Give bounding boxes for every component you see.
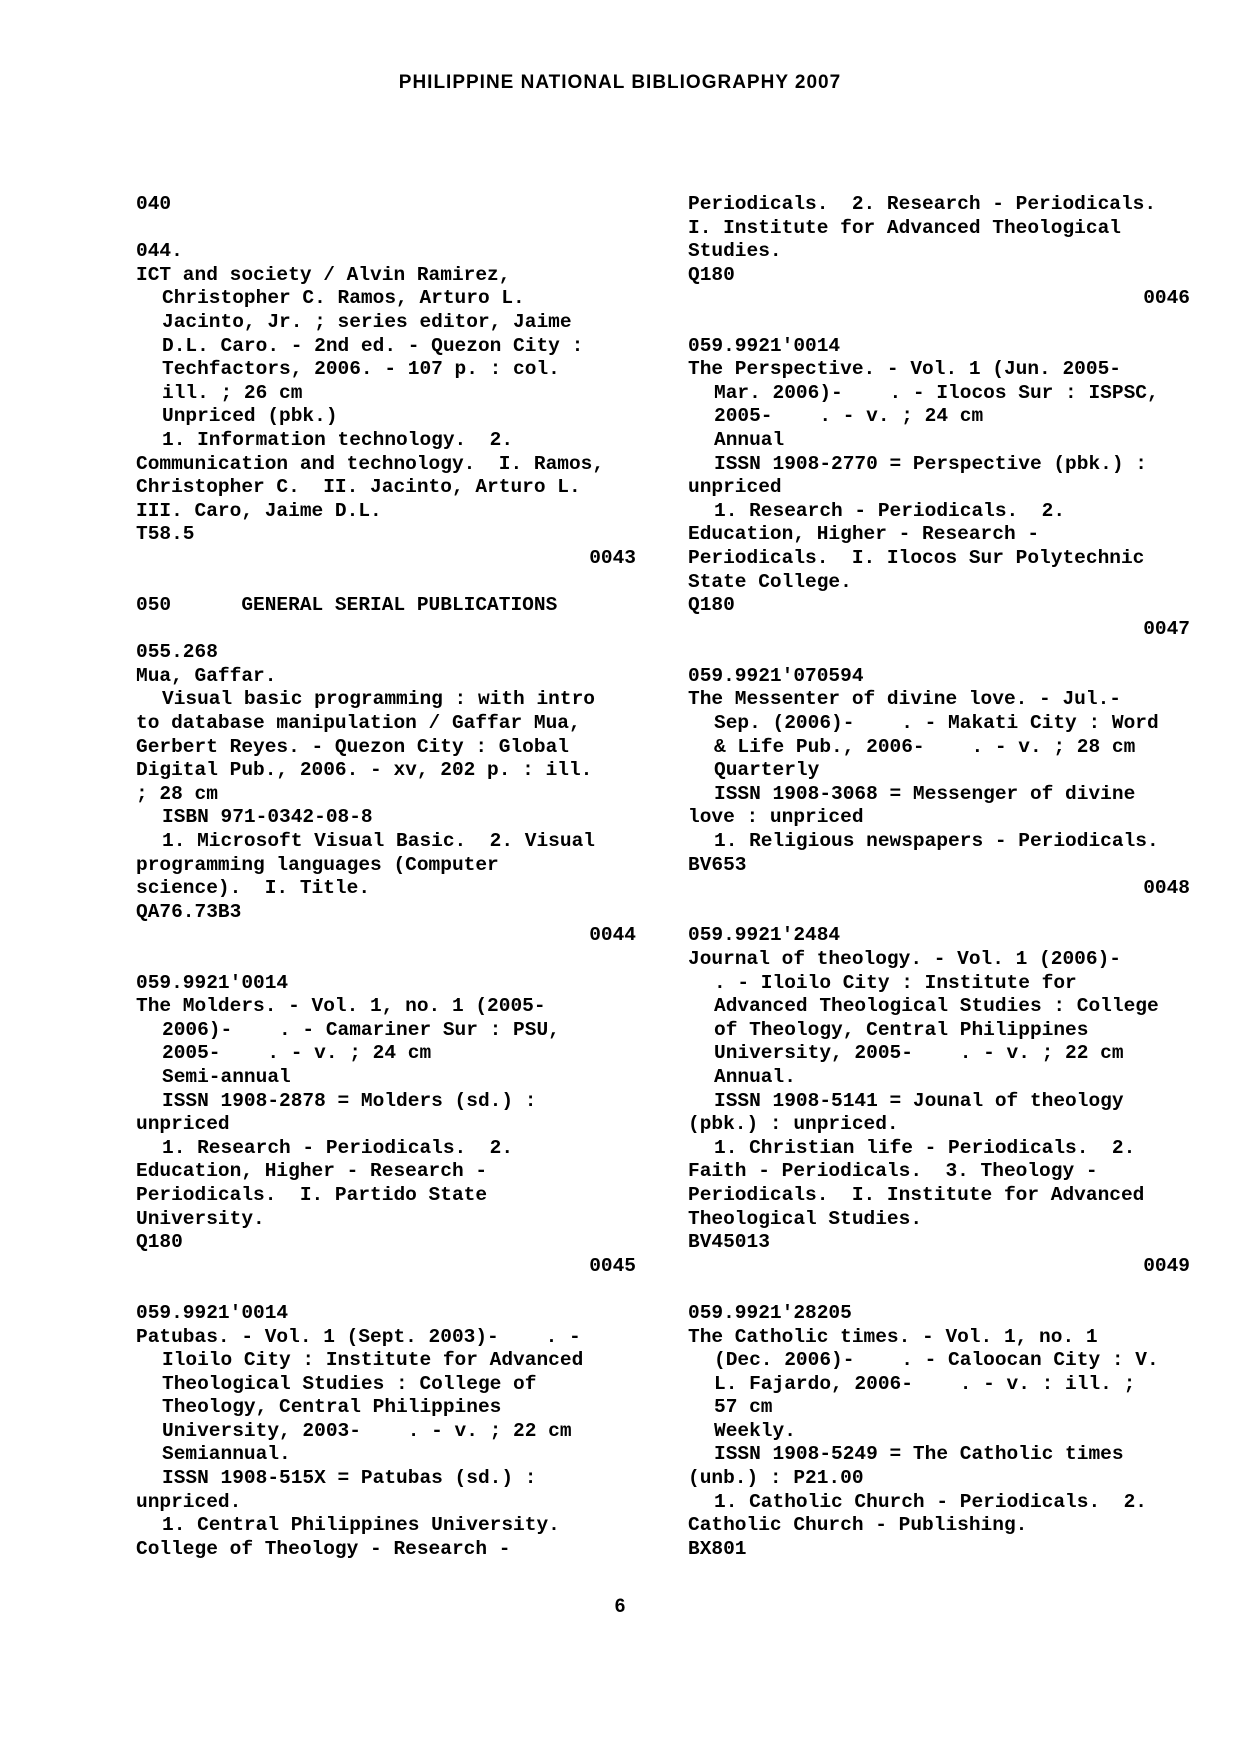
entry-line: Q180: [688, 263, 735, 286]
entry-line: 1. Religious newspapers - Periodicals.: [714, 830, 1159, 853]
blank-line: [688, 641, 1190, 665]
entry-line: Theology, Central Philippines: [162, 1396, 502, 1419]
entry-line: Theological Studies.: [688, 1207, 923, 1230]
entry-line: Patubas. - Vol. 1 (Sept. 2003)- . -: [136, 1325, 581, 1348]
entry-line: The Perspective. - Vol. 1 (Jun. 2005-: [688, 358, 1121, 381]
entry-line: Unpriced (pbk.): [162, 405, 338, 428]
entry-line: (unb.) : P21.00: [688, 1467, 864, 1490]
entry-line: University, 2003- . - v. ; 22 cm: [162, 1419, 572, 1442]
entry-line: Education, Higher - Research -: [136, 1160, 488, 1183]
entry-line: Theological Studies : College of: [162, 1372, 537, 1395]
entry-line: BV45013: [688, 1231, 770, 1254]
blank-line: [136, 1278, 636, 1302]
blank-line: [688, 901, 1190, 925]
entry-line: III. Caro, Jaime D.L.: [136, 499, 382, 522]
blank-line: [688, 1278, 1190, 1302]
entry-line: ISSN 1908-5249 = The Catholic times: [714, 1443, 1124, 1466]
entry-number: 0047: [1143, 617, 1190, 640]
entry-line: State College.: [688, 570, 852, 593]
entry-line: Periodicals. I. Ilocos Sur Polytechnic: [688, 546, 1145, 569]
entry-line: (Dec. 2006)- . - Caloocan City : V.: [714, 1349, 1159, 1372]
entry-line: Mua, Gaffar.: [136, 664, 277, 687]
entry-line: 57 cm: [714, 1396, 773, 1419]
entry-line: unpriced.: [136, 1490, 242, 1513]
entry-line: 1. Christian life - Periodicals. 2.: [714, 1136, 1136, 1159]
entry-line: Sep. (2006)- . - Makati City : Word: [714, 712, 1159, 735]
entry-number: 0043: [589, 546, 636, 569]
entry-line: love : unpriced: [688, 806, 864, 829]
entry-line: to database manipulation / Gaffar Mua,: [136, 712, 581, 735]
blank-line: [136, 618, 636, 642]
page-header: PHILIPPINE NATIONAL BIBLIOGRAPHY 2007: [398, 72, 842, 93]
entry-line: Quarterly: [714, 759, 820, 782]
entry-line: programming languages (Computer: [136, 853, 499, 876]
entry-line: ISSN 1908-2770 = Perspective (pbk.) :: [714, 452, 1147, 475]
entry-line: ISSN 1908-2878 = Molders (sd.) :: [162, 1089, 537, 1112]
entry-line: 055.268: [136, 641, 218, 664]
entry-line: 1. Catholic Church - Periodicals. 2.: [714, 1490, 1147, 1513]
entry-line: Jacinto, Jr. ; series editor, Jaime: [162, 310, 572, 333]
entry-line: Studies.: [688, 240, 782, 263]
entry-line: Q180: [136, 1231, 183, 1254]
entry-line: Visual basic programming : with intro: [162, 688, 595, 711]
entry-line: Catholic Church - Publishing.: [688, 1514, 1028, 1537]
entry-number: 0048: [1143, 877, 1190, 900]
entry-line: 2006)- . - Camariner Sur : PSU,: [162, 1018, 560, 1041]
entry-number: 0046: [1143, 287, 1190, 310]
entry-line: . - Iloilo City : Institute for: [714, 971, 1077, 994]
entry-line: Christopher C. Ramos, Arturo L.: [162, 287, 525, 310]
entry-line: QA76.73B3: [136, 900, 242, 923]
entry-line: 059.9921'0014: [688, 334, 841, 357]
entry-line: Annual.: [714, 1065, 796, 1088]
entry-line: ill. ; 26 cm: [162, 381, 303, 404]
entry-line: 040: [136, 193, 172, 215]
entry-line: Mar. 2006)- . - Ilocos Sur : ISPSC,: [714, 381, 1159, 404]
entry-line: The Messenter of divine love. - Jul.-: [688, 688, 1121, 711]
entry-line: Semiannual.: [162, 1443, 291, 1466]
entry-line: 059.9921'2484: [688, 924, 841, 947]
entry-line: Iloilo City : Institute for Advanced: [162, 1349, 584, 1372]
entry-line: ; 28 cm: [136, 782, 218, 805]
entry-line: 1. Central Philippines University.: [162, 1514, 560, 1537]
entry-line: (pbk.) : unpriced.: [688, 1113, 899, 1136]
entry-line: Gerbert Reyes. - Quezon City : Global: [136, 735, 569, 758]
entry-line: 2005- . - v. ; 24 cm: [162, 1042, 432, 1065]
entry-line: 059.9921'070594: [688, 664, 864, 687]
entry-line: D.L. Caro. - 2nd ed. - Quezon City :: [162, 334, 584, 357]
entry-line: I. Institute for Advanced Theological: [688, 216, 1121, 239]
entry-line: Periodicals. 2. Research - Periodicals.: [688, 193, 1157, 215]
page-number: 6: [614, 1596, 626, 1617]
entry-line: BX801: [688, 1537, 747, 1560]
entry-line: 059.9921'28205: [688, 1301, 852, 1324]
entry-line: ISSN 1908-515X = Patubas (sd.) :: [162, 1467, 537, 1490]
entry-line: ISSN 1908-3068 = Messenger of divine: [714, 782, 1136, 805]
blank-line: [136, 571, 636, 595]
entry-line: Weekly.: [714, 1419, 796, 1442]
entry-line: Annual: [714, 428, 785, 451]
entry-line: Techfactors, 2006. - 107 p. : col.: [162, 358, 560, 381]
entry-line: Education, Higher - Research -: [688, 523, 1040, 546]
right-column: [688, 193, 1190, 1561]
entry-line: Communication and technology. I. Ramos,: [136, 452, 605, 475]
entry-line: 059.9921'0014: [136, 1301, 289, 1324]
entry-number: 0049: [1143, 1254, 1190, 1277]
entry-line: The Catholic times. - Vol. 1, no. 1: [688, 1325, 1098, 1348]
entry-number: 0045: [589, 1254, 636, 1277]
entry-line: The Molders. - Vol. 1, no. 1 (2005-: [136, 995, 546, 1018]
entry-line: science). I. Title.: [136, 877, 371, 900]
blank-line: [688, 311, 1190, 335]
entry-line: University.: [136, 1207, 265, 1230]
entry-line: unpriced: [688, 476, 782, 499]
entry-line: 050 GENERAL SERIAL PUBLICATIONS: [136, 594, 558, 617]
entry-line: ISSN 1908-5141 = Jounal of theology: [714, 1089, 1124, 1112]
entry-number: 0044: [589, 924, 636, 947]
entry-line: 1. Microsoft Visual Basic. 2. Visual: [162, 830, 595, 853]
left-column: [136, 193, 636, 1561]
entry-line: Journal of theology. - Vol. 1 (2006)-: [688, 948, 1121, 970]
entry-line: unpriced: [136, 1113, 230, 1136]
entry-line: 1. Research - Periodicals. 2.: [162, 1136, 514, 1159]
entry-line: 044.: [136, 240, 183, 263]
entry-line: ISBN 971-0342-08-8: [162, 806, 373, 829]
entry-line: T58.5: [136, 523, 195, 546]
blank-line: [136, 217, 636, 241]
entry-line: Faith - Periodicals. 3. Theology -: [688, 1160, 1098, 1183]
entry-line: Semi-annual: [162, 1065, 291, 1088]
entry-line: Periodicals. I. Partido State: [136, 1183, 488, 1206]
entry-line: 059.9921'0014: [136, 971, 289, 994]
entry-line: 1. Information technology. 2.: [162, 428, 514, 451]
entry-line: Periodicals. I. Institute for Advanced: [688, 1183, 1145, 1206]
entry-line: 2005- . - v. ; 24 cm: [714, 405, 984, 428]
entry-line: University, 2005- . - v. ; 22 cm: [714, 1042, 1124, 1065]
entry-line: Advanced Theological Studies : College: [714, 995, 1159, 1018]
blank-line: [136, 948, 636, 972]
entry-line: & Life Pub., 2006- . - v. ; 28 cm: [714, 735, 1136, 758]
entry-line: College of Theology - Research -: [136, 1537, 511, 1560]
entry-line: Q180: [688, 594, 735, 617]
entry-line: ICT and society / Alvin Ramirez,: [136, 263, 511, 286]
entry-line: BV653: [688, 853, 747, 876]
entry-line: Digital Pub., 2006. - xv, 202 p. : ill.: [136, 759, 593, 782]
entry-line: Christopher C. II. Jacinto, Arturo L.: [136, 476, 581, 499]
entry-line: L. Fajardo, 2006- . - v. : ill. ;: [714, 1372, 1136, 1395]
entry-line: 1. Research - Periodicals. 2.: [714, 499, 1066, 522]
entry-line: of Theology, Central Philippines: [714, 1018, 1089, 1041]
